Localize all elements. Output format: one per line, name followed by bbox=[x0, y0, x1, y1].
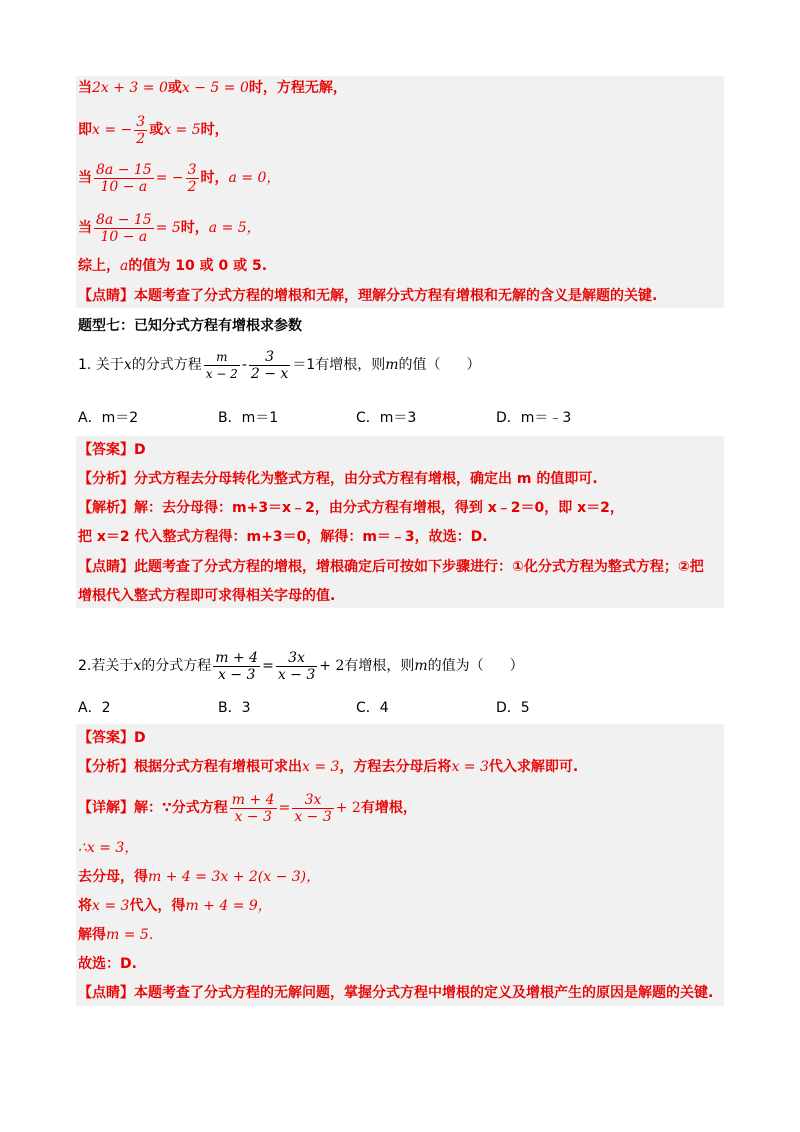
sol-line-5: 综上，a的值为 10 或 0 或 5. bbox=[78, 258, 268, 274]
q1-option-d[interactable]: D．m＝﹣3 bbox=[496, 410, 572, 426]
fraction: $\frac{m + 4}{x - 3}$ bbox=[231, 791, 275, 825]
fraction: $\frac{3x}{x - 3}$ bbox=[277, 649, 316, 683]
q2-detail: 【详解】解：∵分式方程 $\frac{m + 4}{x - 3}$ = $\frac{3x}{x - 3}$ + 2有增根， bbox=[78, 791, 417, 825]
q1-option-a[interactable]: A．m＝2 bbox=[78, 410, 139, 426]
sol-line-2: 即x = − $\frac{3}{2}$ 或x = 5时， bbox=[78, 113, 229, 147]
q2-option-d[interactable]: D．5 bbox=[496, 700, 530, 716]
q2-step-4: 解得m = 5. bbox=[78, 927, 154, 943]
q2-step-5: 故选：D. bbox=[78, 956, 137, 972]
q2-step-3: 将x = 3代入，得m + 4 = 9， bbox=[78, 898, 272, 914]
sol-line-3: 当 $\frac{8a - 15}{10 - a}$ = − $\frac{3}{2}$ 时，a = 0， bbox=[78, 161, 281, 195]
fraction: $\frac{3x}{x - 3}$ bbox=[294, 791, 332, 825]
q2-step-2: 去分母，得m + 4 = 3x + 2(x − 3)， bbox=[78, 869, 321, 885]
q1-detail-1: 【解析】解：去分母得：m+3＝x﹣2，由分式方程有增根，得到 x﹣2＝0，即 x＝2， bbox=[78, 500, 624, 516]
q2-answer: 【答案】D bbox=[78, 730, 146, 746]
fraction: $\frac{m}{x - 2}$ bbox=[205, 349, 238, 381]
q1-analysis: 【分析】分式方程去分母转化为整式方程，由分式方程有增根，确定出 m 的值即可. bbox=[78, 471, 598, 487]
sol-line-1: 当2x + 3 = 0或x − 5 = 0时，方程无解， bbox=[78, 80, 347, 96]
q1-option-c[interactable]: C．m＝3 bbox=[356, 410, 417, 426]
q1-option-b[interactable]: B．m＝1 bbox=[218, 410, 279, 426]
q1-detail-2: 把 x＝2 代入整式方程得：m+3＝0，解得：m＝﹣3，故选：D. bbox=[78, 529, 488, 545]
sol-comment: 【点睛】本题考查了分式方程的增根和无解，理解分式方程有增根和无解的含义是解题的关键. bbox=[78, 288, 658, 304]
solution-block-q1 bbox=[76, 436, 724, 608]
sol-line-4: 当 $\frac{8a - 15}{10 - a}$ = 5时，a = 5， bbox=[78, 211, 261, 245]
fraction: $\frac{8a - 15}{10 - a}$ bbox=[96, 161, 152, 195]
q2-option-b[interactable]: B．3 bbox=[218, 700, 251, 716]
q2-option-a[interactable]: A．2 bbox=[78, 700, 111, 716]
q2-stem: 2.若关于x的分式方程 $\frac{m + 4}{x - 3}$ = $\frac{3x}{x - 3}$ + 2有增根，则m的值为（ ） bbox=[78, 649, 524, 683]
fraction: $\frac{3}{2}$ bbox=[136, 113, 146, 147]
q1-stem: 1. 关于x的分式方程 $\frac{m}{x - 2}$ - $\frac{3}{2 - x}$ ＝1有增根，则m的值（ ） bbox=[78, 348, 481, 382]
fraction: $\frac{m + 4}{x - 3}$ bbox=[215, 649, 259, 683]
q1-answer: 【答案】D bbox=[78, 442, 146, 458]
q2-analysis: 【分析】根据分式方程有增根可求出x = 3，方程去分母后将x = 3代入求解即可. bbox=[78, 759, 579, 775]
fraction: $\frac{8a - 15}{10 - a}$ bbox=[96, 211, 152, 245]
q1-comment-2: 增根代入整式方程即可求得相关字母的值. bbox=[78, 588, 336, 604]
q1-comment-1: 【点睛】此题考查了分式方程的增根，增根确定后可按如下步骤进行：①化分式方程为整式方程；②把 bbox=[78, 559, 704, 575]
fraction: $\frac{3}{2 - x}$ bbox=[250, 348, 289, 382]
q2-option-c[interactable]: C．4 bbox=[356, 700, 389, 716]
q2-comment: 【点睛】本题考查了分式方程的无解问题，掌握分式方程中增根的定义及增根产生的原因是解题的关键. bbox=[78, 985, 714, 1001]
fraction: $\frac{3}{2}$ bbox=[187, 161, 197, 195]
section-title: 题型七：已知分式方程有增根求参数 bbox=[78, 318, 302, 334]
q2-step-1: ∴x = 3， bbox=[78, 840, 139, 856]
